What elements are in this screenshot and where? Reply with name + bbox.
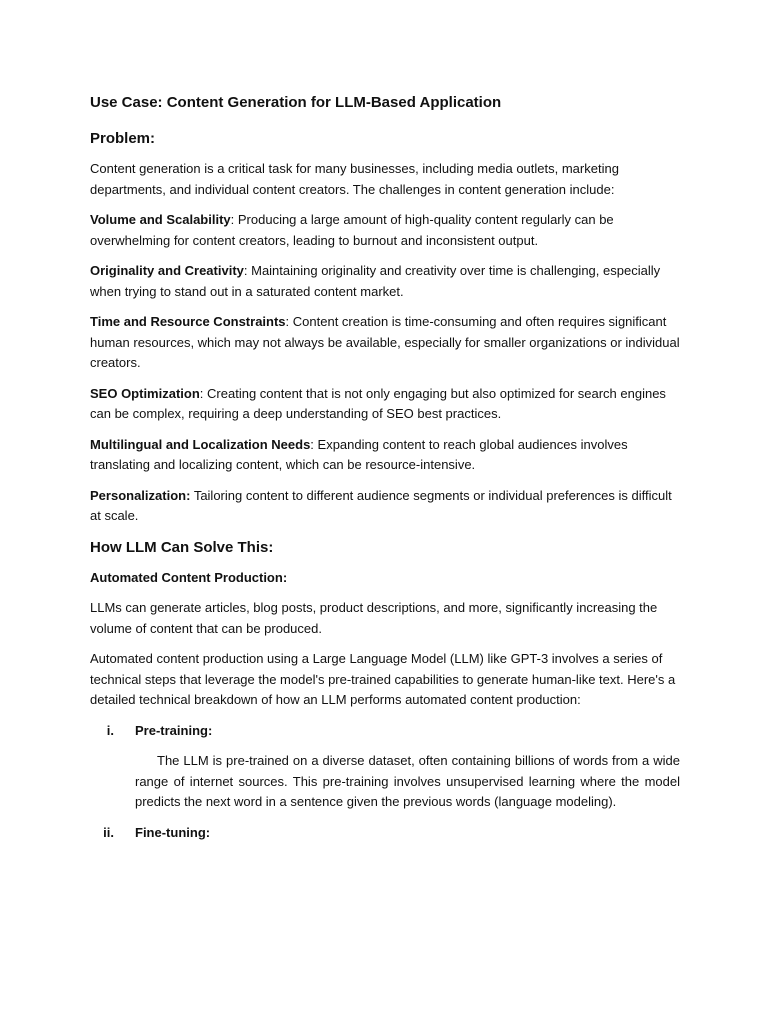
challenge-item xyxy=(90,312,680,374)
challenge-text: Expanding content to reach global audiences involves translating and localizing content, which can be resource-intensive. xyxy=(90,436,628,472)
step-body: The LLM is pre-trained on a diverse dataset, often containing billions of words from a wide range of internet sources. This pre-training involves unsupervised learning where the model predicts the next word in a sentence given the previous words (language modeling). xyxy=(135,753,680,809)
step-number: i. xyxy=(106,722,114,738)
challenge-text: Producing a large amount of high-quality content regularly can be overwhelming for content creators, leading to burnout and inconsistent output. xyxy=(90,212,614,248)
challenge-separator: : xyxy=(285,314,293,329)
step-heading xyxy=(90,823,680,844)
problem-heading: Problem: xyxy=(90,130,156,147)
challenge-term: Personalization: xyxy=(90,487,191,503)
step-label: Pre-training: xyxy=(135,722,213,738)
challenge-text: Content creation is time-consuming and often requires significant human resources, which may not always be available, especially for smaller organizations or individual creators. xyxy=(90,314,680,370)
step-label: Fine-tuning: xyxy=(135,824,211,840)
challenge-term: Originality and Creativity xyxy=(90,263,244,278)
intro-paragraph: Content generation is a critical task for many businesses, including media outlets, marketing departments, and individual content creators. The challenges in content generation include: xyxy=(90,161,619,197)
challenge-separator: : xyxy=(310,436,318,452)
paragraph: LLMs can generate articles, blog posts, product descriptions, and more, significantly increasing the volume of content that can be produced. xyxy=(90,600,658,636)
document-page xyxy=(90,92,680,853)
step-number: ii. xyxy=(103,824,114,840)
challenge-term: SEO Optimization xyxy=(90,385,200,401)
challenge-separator: : xyxy=(243,263,252,278)
document-title: Use Case: Content Generation for LLM-Based Application xyxy=(90,94,502,111)
paragraph: Automated content production using a Large Language Model (LLM) like GPT-3 involves a series of technical steps that leverage the model's pre-trained capabilities to generate human-like text. Here's a detailed technical breakdown of how an LLM performs automated content production: xyxy=(90,651,676,707)
challenge-term: Volume and Scalability xyxy=(90,212,231,227)
solution-heading: How LLM Can Solve This: xyxy=(90,538,274,556)
challenge-item xyxy=(90,261,680,302)
automated-content-subheading: Automated Content Production: xyxy=(90,569,288,585)
challenge-item xyxy=(90,486,680,527)
challenge-term: Multilingual and Localization Needs xyxy=(90,436,311,452)
challenge-item xyxy=(90,384,680,425)
challenge-term: Time and Resource Constraints xyxy=(90,314,286,329)
challenge-text: Tailoring content to different audience segments or individual preferences is difficult at scale. xyxy=(90,487,672,523)
challenge-item xyxy=(90,210,680,251)
challenge-separator: : xyxy=(230,212,238,227)
challenge-separator: : xyxy=(199,385,208,401)
challenge-text: Maintaining originality and creativity over time is challenging, especially when trying to stand out in a saturated content market. xyxy=(90,263,661,299)
challenge-item xyxy=(90,435,680,476)
challenge-text: Creating content that is not only engaging but also optimized for search engines can be complex, requiring a deep understanding of SEO best practices. xyxy=(90,385,666,421)
step-heading xyxy=(90,721,680,742)
